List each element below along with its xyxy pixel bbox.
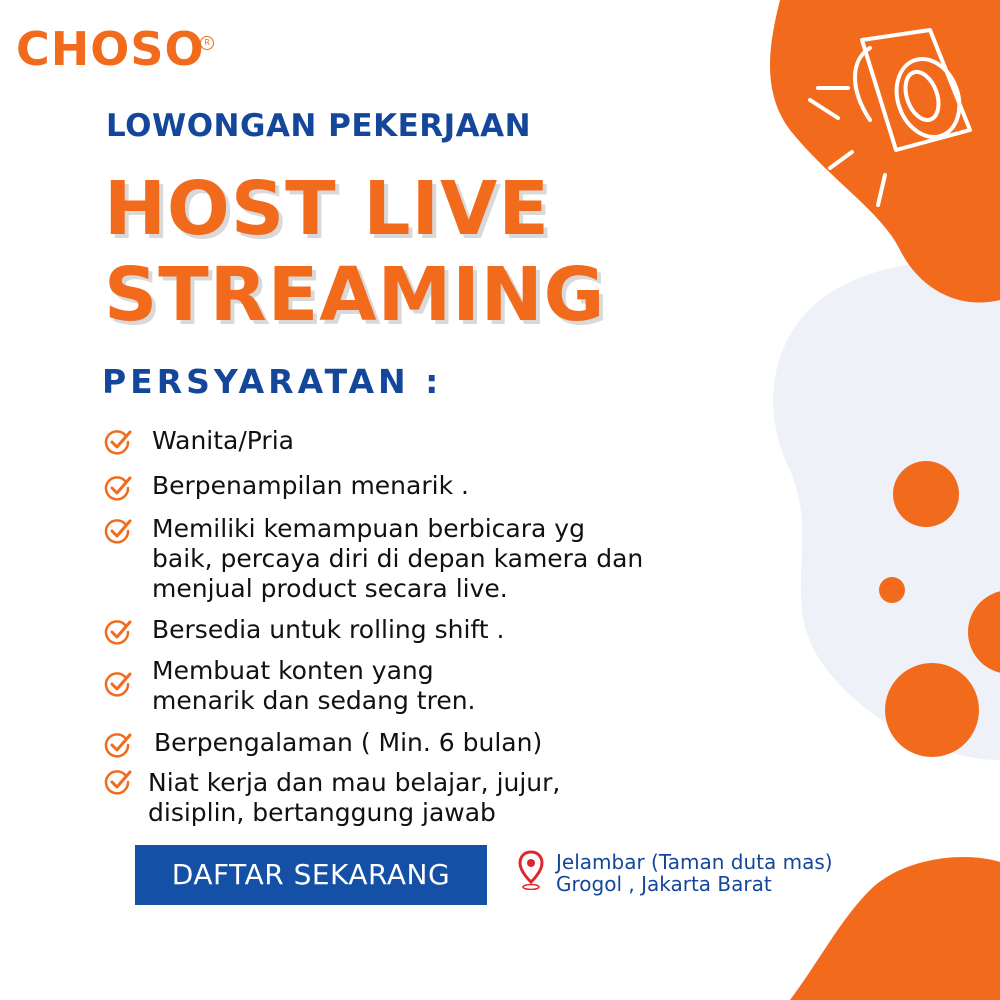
requirement-text: Bersedia untuk rolling shift .	[152, 615, 505, 644]
registered-mark: R	[200, 36, 214, 50]
requirement-text: Niat kerja dan mau belajar, jujur,	[148, 768, 561, 797]
check-circle-icon	[104, 517, 132, 545]
requirement-text: Berpenampilan menarik .	[152, 471, 469, 500]
check-circle-icon	[104, 670, 132, 698]
register-button[interactable]: DAFTAR SEKARANG	[135, 845, 487, 905]
requirement-text: disiplin, bertanggung jawab	[148, 798, 496, 827]
requirement-text: baik, percaya diri di depan kamera dan	[152, 544, 644, 573]
orange-dot-small	[879, 577, 905, 603]
requirement-text: menarik dan sedang tren.	[152, 686, 476, 715]
check-circle-icon	[104, 768, 132, 796]
check-circle-icon	[104, 474, 132, 502]
requirement-text: Wanita/Pria	[152, 426, 294, 455]
requirement-text: Membuat konten yang	[152, 656, 434, 685]
headline-line-1: HOST LIVE	[104, 166, 550, 252]
map-pin-icon	[518, 850, 544, 890]
check-circle-icon	[104, 731, 132, 759]
location-line-1: Jelambar (Taman duta mas)	[556, 850, 833, 874]
orange-blob-bottom	[790, 857, 1000, 1000]
orange-blob-top	[770, 0, 1000, 303]
check-circle-icon	[104, 428, 132, 456]
requirement-text: Berpengalaman ( Min. 6 bulan)	[154, 728, 543, 757]
logo-wordmark: CHOSO	[16, 22, 205, 76]
check-circle-icon	[104, 618, 132, 646]
location-line-2: Grogol , Jakarta Barat	[556, 872, 772, 896]
page-kicker: LOWONGAN PEKERJAAN	[106, 108, 532, 144]
requirement-text: menjual product secara live.	[152, 574, 508, 603]
requirement-text: Memiliki kemampuan berbicara yg	[152, 514, 585, 543]
choso-logo	[16, 22, 210, 80]
requirements-title: PERSYARATAN :	[102, 362, 443, 401]
orange-dot-mid	[885, 663, 979, 757]
orange-dot-large	[893, 461, 959, 527]
headline-line-2: STREAMING	[104, 252, 606, 338]
